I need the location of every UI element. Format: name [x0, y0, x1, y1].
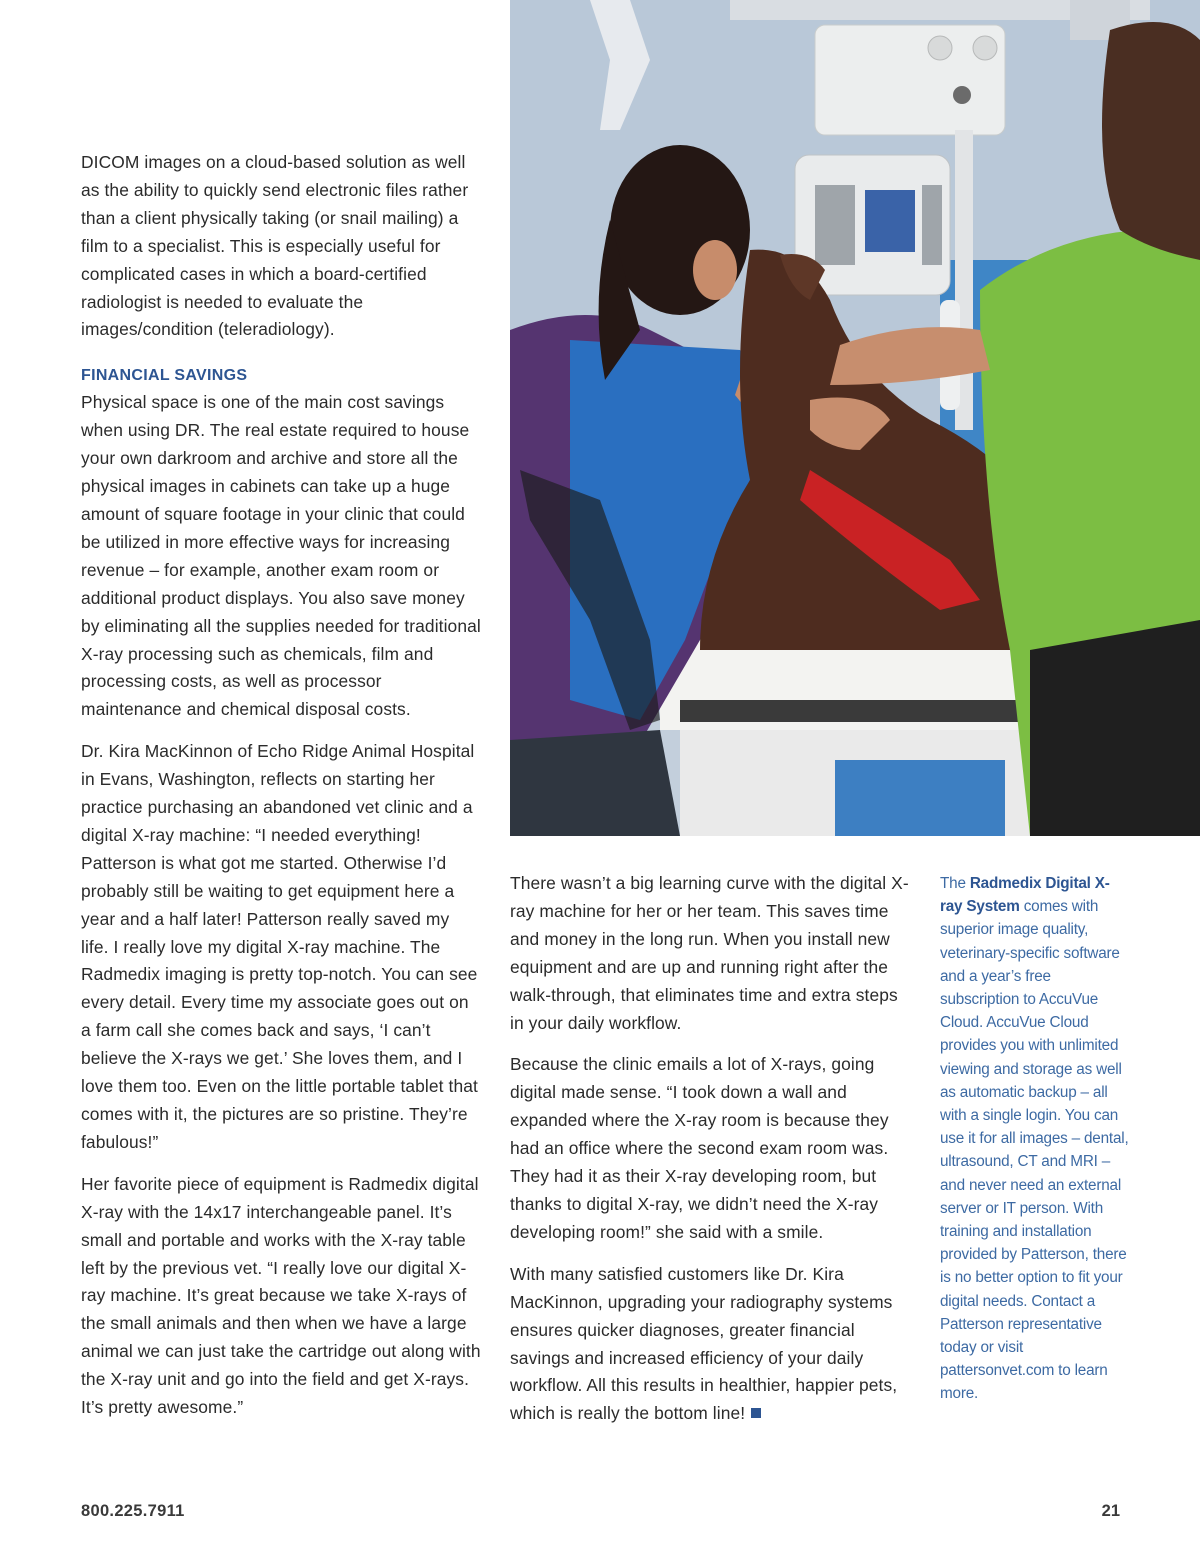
paragraph: Because the clinic emails a lot of X-rays, going digital made sense. “I took down a wall and expanded where the X-ray room is because they had an office where the second exam room was. They had it as their X-ray developing room, but thanks to digital X-ray, we didn’t need the X-ray developing room!” she said with a smile. — [510, 1054, 889, 1242]
left-column — [81, 149, 481, 1436]
paragraph-text: With many satisfied customers like Dr. Kira MacKinnon, upgrading your radiography systems ensures quicker diagnoses, greater financial savings and increased efficiency of your daily workflow. All this results in healthier, happier pets, which is really the bottom line! — [510, 1263, 898, 1424]
paragraph: Physical space is one of the main cost savings when using DR. The real estate required to house your own darkroom and archive and store all the physical images in cabinets can take up a huge amount of square footage in your clinic that could be utilized in more effective ways for increasing revenue – for example, another exam room or additional product displays. You also save money by eliminating all the supplies needed for traditional X-ray processing such as chemicals, film and processing costs, as well as processor maintenance and chemical disposal costs. — [81, 392, 481, 720]
page-number: 21 — [1101, 1502, 1120, 1520]
sidebar-lead: The — [940, 875, 970, 892]
sidebar-product-name: Radmedix Digital X-ray System — [940, 875, 1110, 916]
paragraph: Dr. Kira MacKinnon of Echo Ridge Animal Hospital in Evans, Washington, reflects on starting her practice purchasing an abandoned vet clinic and a digital X-ray machine: “I needed everything! Patterson is what got me started. Otherwise I’d probably still be waiting to get equipment here a year and a half later! Patterson really saved my life. I really love my digital X-ray machine. The Radmedix imaging is pretty top-notch. You can see every detail. Every time my associate goes out on a farm call she comes back and says, ‘I can’t believe the X-rays we get.’ She loves them, and I love them too. Even on the little portable tablet that comes with it, the pictures are so pristine. They’re fabulous!” — [81, 741, 478, 1152]
paragraph: Her favorite piece of equipment is Radmedix digital X-ray with the 14x17 interchangeable panel. It’s small and portable and works with the X-ray table left by the previous vet. “I really love our digital X-ray machine. It’s great because we take X-rays of the small animals and then when we have a large animal we can just take the cartridge out along with the X-ray unit and go into the field and get X-rays. It’s pretty awesome.” — [81, 1173, 481, 1418]
section-heading: FINANCIAL SAVINGS — [81, 367, 248, 385]
sidebar-callout — [940, 872, 1130, 1406]
paragraph: DICOM images on a cloud-based solution as well as the ability to quickly send electronic files rather than a client physically taking (or snail mailing) a film to a specialist. This is especially useful for complicated cases in which a board-certified radiologist is needed to evaluate the images/condition (teleradiology). — [81, 152, 469, 340]
paragraph — [510, 1261, 910, 1428]
middle-column — [510, 870, 910, 1442]
xray-room-illustration — [510, 0, 1200, 836]
end-mark-icon — [751, 1408, 761, 1418]
paragraph: There wasn’t a big learning curve with the digital X-ray machine for her or her team. This saves time and money in the long run. When you install new equipment and are up and running right after the walk-through, that eliminates time and extra steps in your daily workflow. — [510, 873, 909, 1033]
footer-phone: 800.225.7911 — [81, 1502, 185, 1520]
sidebar-body: comes with superior image quality, veterinary-specific software and a year’s free subscription to AccuVue Cloud. AccuVue Cloud provides you with unlimited viewing and storage as well as automatic backup – all with a single login. You can use it for all images – dental, ultrasound, CT and MRI – and never need an external server or IT person. With training and installation provided by Patterson, there is no better option to fit your digital needs. Contact a Patterson representative today or visit pattersonvet.com to learn more. — [940, 898, 1129, 1403]
hero-photo — [510, 0, 1200, 836]
